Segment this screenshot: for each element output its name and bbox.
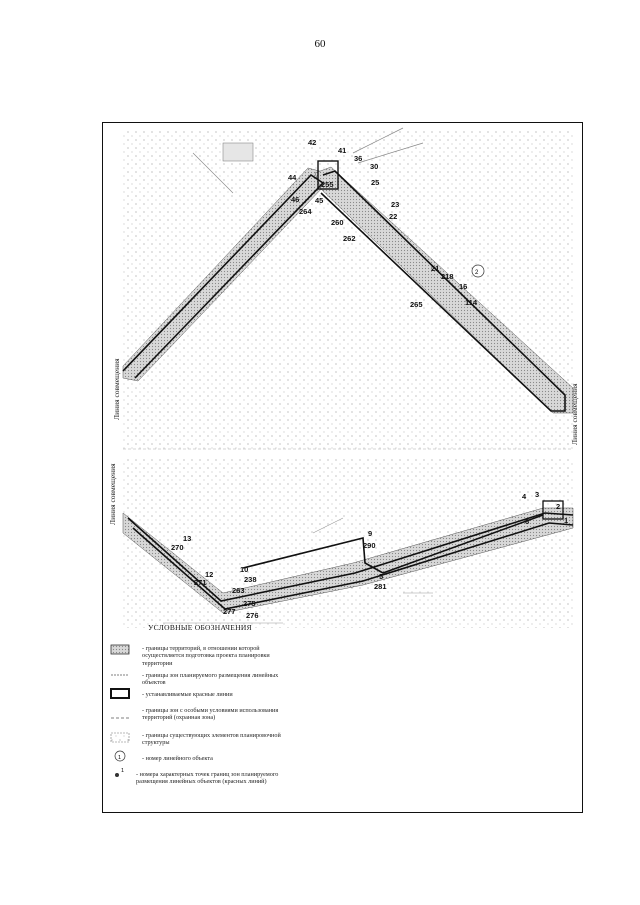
point-label: 290	[363, 541, 376, 550]
point-label: 281	[374, 582, 387, 591]
point-label: 46	[291, 195, 300, 204]
point-label: 265	[410, 300, 423, 309]
point-label: 276	[246, 611, 259, 620]
point-label: 13	[183, 534, 192, 543]
point-label: 25	[371, 178, 380, 187]
legend-item-text: - границы территорий, в отношении которой осуществляется подготовка проекта планировки территории	[142, 645, 270, 667]
legend-item-text: - номер линейного объекта	[142, 755, 213, 762]
seam-label-left: Линия совмещения	[112, 358, 121, 420]
page-number: 60	[314, 38, 326, 50]
point-label: 30	[370, 162, 379, 171]
point-label: 44	[288, 173, 297, 182]
lower-sheet	[123, 458, 573, 628]
point-label: 2	[556, 502, 561, 511]
seam-label-middle: Линия совмещения	[108, 463, 117, 525]
legend-circle-symbol: 1	[118, 755, 122, 761]
point-label: 5	[379, 572, 384, 581]
point-label: 260	[331, 218, 344, 227]
point-label: 275	[243, 599, 256, 608]
point-label: 114	[465, 298, 478, 307]
point-label: 23	[391, 200, 400, 209]
legend-item-text: - устанавливаемые красные линии	[142, 691, 233, 698]
point-label: 3	[535, 490, 540, 499]
legend-item-text: - номера характерных точек границ зон планируемого размещения линейных объектов (красных линий)	[136, 771, 279, 786]
point-label: 10	[240, 565, 249, 574]
object-number-marker: 2	[475, 270, 479, 276]
legend-item-text: - границы зон с особыми условиями использования территорий (охранная зона)	[142, 707, 279, 722]
point-label: 238	[244, 575, 257, 584]
point-label: 41	[338, 146, 347, 155]
legend-title: УСЛОВНЫЕ ОБОЗНАЧЕНИЯ	[148, 623, 252, 632]
point-label: 264	[299, 207, 312, 216]
point-label: 277	[223, 607, 236, 616]
point-label: 21	[431, 264, 440, 273]
point-label: 36	[354, 154, 363, 163]
point-label: 262	[343, 234, 356, 243]
point-label: 42	[308, 138, 317, 147]
point-label: 9	[368, 529, 373, 538]
point-label: 270	[171, 543, 184, 552]
point-label: 218	[441, 272, 454, 281]
point-label: 4	[522, 492, 527, 501]
point-label: 45	[315, 196, 324, 205]
point-label: 12	[205, 570, 214, 579]
legend-point-symbol: 1	[121, 768, 125, 774]
point-label: 16	[459, 282, 468, 291]
point-label: 263	[232, 586, 245, 595]
upper-sheet	[123, 128, 573, 449]
point-label: 271	[194, 578, 207, 587]
legend-item-text: - границы существующих элементов планировочной структуры	[142, 732, 281, 747]
point-label: 1	[564, 516, 569, 525]
point-label: 255	[321, 180, 334, 189]
point-label: 22	[389, 212, 398, 221]
legend-symbols	[111, 645, 129, 777]
legend-item-text: - границы зон планируемого размещения линейных объектов	[142, 672, 279, 687]
point-label: 6	[525, 517, 530, 526]
seam-label-right: Линия совмещения	[570, 383, 579, 445]
